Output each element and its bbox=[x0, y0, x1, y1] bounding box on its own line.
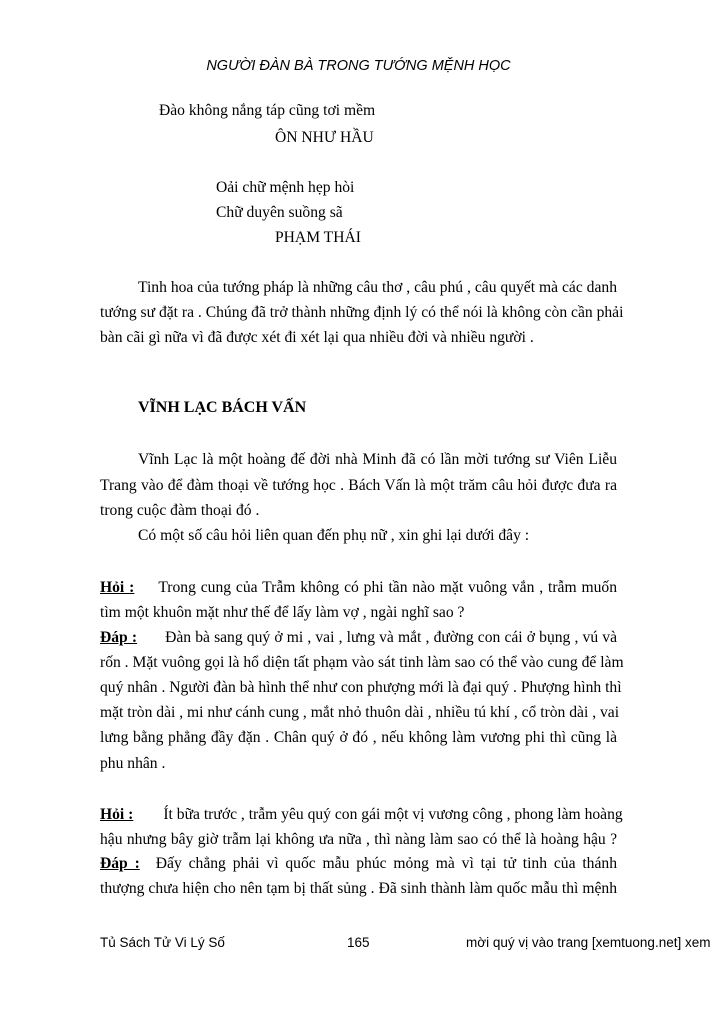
running-header: NGƯỜI ĐÀN BÀ TRONG TƯỚNG MỆNH HỌC bbox=[206, 58, 511, 74]
poem2-author: PHẠM THÁI bbox=[275, 229, 361, 246]
poem1-author: ÔN NHƯ HẦU bbox=[275, 129, 374, 146]
poem1-line: Đào không nắng táp cũng tơi mềm bbox=[159, 102, 376, 119]
qa2-answer-first-line bbox=[100, 854, 617, 874]
qa1-question-line: Trong cung của Trẫm không có phi tần nào mặt vuông vắn , trẫm muốn bbox=[158, 579, 617, 596]
answer-label: Đáp : bbox=[100, 855, 140, 872]
qa2-question-first-line bbox=[100, 805, 623, 825]
qa1-question-first-line bbox=[100, 578, 617, 598]
intro-line: Tinh hoa của tướng pháp là những câu thơ , câu phú , câu quyết mà các danh bbox=[138, 279, 617, 296]
intro-line: tướng sư đặt ra . Chúng đã trở thành những định lý có thể nói là không còn cần phải bbox=[100, 304, 624, 321]
qa1-answer-line: Đàn bà sang quý ở mi , vai , lưng và mắt , đường con cái ở bụng , vú và bbox=[165, 629, 617, 646]
section-line: Có một số câu hỏi liên quan đến phụ nữ , xin ghi lại dưới đây : bbox=[138, 527, 530, 544]
footer-website-note: mời quý vị vào trang [xemtuong.net] xem bbox=[466, 935, 711, 950]
qa1-answer-line: phu nhân . bbox=[100, 755, 166, 772]
poem2-line: Chữ duyên suồng sã bbox=[216, 204, 343, 221]
qa1-answer-line: quý nhân . Người đàn bà hình thể như con phượng mới là đại quý . Phượng hình thì bbox=[100, 679, 622, 696]
qa2-answer-line: thượng chưa hiện cho nên tạm bị thất sủng . Đã sinh thành làm quốc mẫu thì mệnh bbox=[100, 880, 617, 897]
qa1-answer-first-line bbox=[100, 628, 617, 648]
qa2-question-line: Ít bữa trước , trẫm yêu quý con gái một vị vương công , phong làm hoàng bbox=[163, 806, 623, 823]
qa1-answer-line: mặt tròn dài , mi như cánh cung , mắt nhỏ thuôn dài , nhiều tú khí , cổ tròn dài , vai bbox=[100, 704, 620, 721]
qa1-answer-line: rốn . Mặt vuông gọi là hổ diện tất phạm vào sát tinh làm sao có thể vào cung để làm bbox=[100, 654, 624, 671]
qa2-question-line: hậu nhưng bây giờ trẫm lại không ưa nữa , thì nàng làm sao có thể là hoàng hậu ? bbox=[100, 831, 617, 848]
question-label: Hỏi : bbox=[100, 806, 134, 823]
section-line: Vĩnh Lạc là một hoàng đế đời nhà Minh đã có lần mời tướng sư Viên Liễu bbox=[138, 451, 617, 468]
intro-line: bàn cãi gì nữa vì đã được xét đi xét lại qua nhiều đời và nhiều người . bbox=[100, 329, 534, 346]
section-line: Trang vào để đàm thoại về tướng học . Bách Vấn là một trăm câu hỏi được đưa ra bbox=[100, 477, 617, 494]
poem2-line: Oải chữ mệnh hẹp hòi bbox=[216, 179, 355, 196]
section-title: VĨNH LẠC BÁCH VẤN bbox=[138, 399, 307, 416]
footer-book-title: Tủ Sách Tử Vi Lý Số bbox=[100, 935, 225, 950]
qa2-answer-line: Đấy chẳng phải vì quốc mẫu phúc mỏng mà vì tại tử tinh của thánh bbox=[155, 855, 617, 872]
question-label: Hỏi : bbox=[100, 579, 135, 596]
section-line: trong cuộc đàm thoại đó . bbox=[100, 502, 260, 519]
answer-label: Đáp : bbox=[100, 629, 138, 646]
qa1-answer-line: lưng bằng phẳng đầy đặn . Chân quý ở đó , nếu không làm vương phi thì cũng là bbox=[100, 729, 617, 746]
page-number: 165 bbox=[347, 935, 370, 950]
qa1-question-line: tìm một khuôn mặt như thế để lấy làm vợ , ngài nghĩ sao ? bbox=[100, 604, 465, 621]
